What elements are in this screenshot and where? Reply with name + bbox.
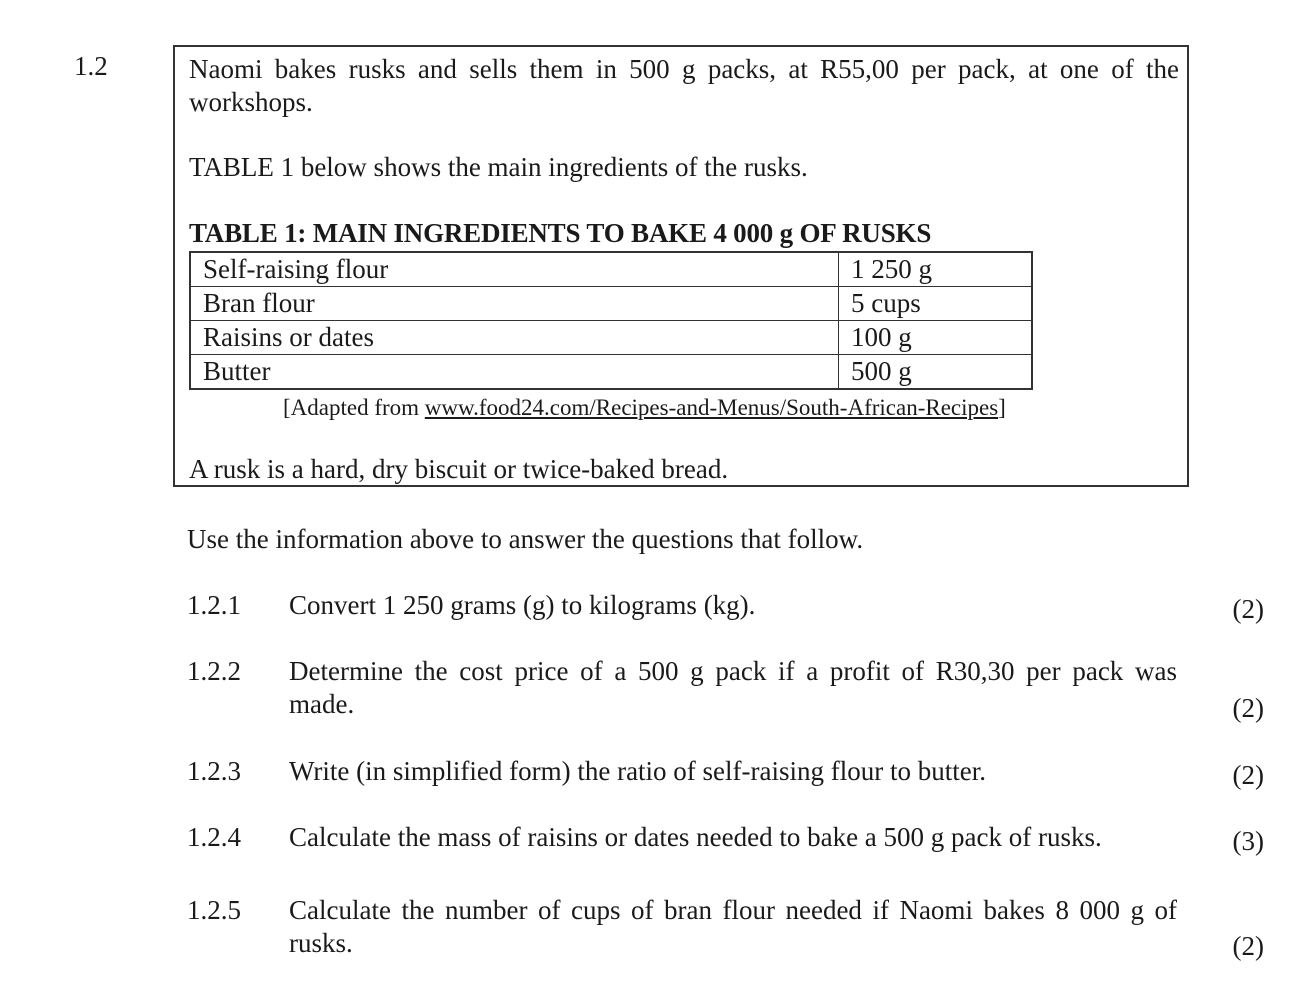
marks-label: (2) xyxy=(1232,693,1264,723)
sub-question-number: 1.2.3 xyxy=(187,756,241,786)
ingredient-cell: Butter xyxy=(190,355,839,390)
ingredient-cell: Bran flour xyxy=(190,287,839,321)
ingredient-cell: Raisins or dates xyxy=(190,321,839,355)
sub-question-text-line2: made. xyxy=(289,689,355,719)
marks-label: (2) xyxy=(1232,931,1264,961)
source-prefix: [Adapted from xyxy=(283,395,425,420)
intro-line-1: Naomi bakes rusks and sells them in 500 g packs, at R55,00 per pack, at one of the xyxy=(189,54,1179,84)
sub-question-number: 1.2.2 xyxy=(187,656,241,686)
sub-question xyxy=(187,821,1265,861)
ingredient-cell: Self-raising flour xyxy=(190,252,839,287)
sub-question-text-line1: Calculate the number of cups of bran flour needed if Naomi bakes 8 000 g of xyxy=(289,895,1177,925)
sub-question-text: Calculate the mass of raisins or dates needed to bake a 500 g pack of rusks. xyxy=(289,822,1102,852)
sub-question xyxy=(187,894,1265,964)
amount-cell: 5 cups xyxy=(839,287,1033,321)
source-url[interactable]: www.food24.com/Recipes-and-Menus/South-African-Recipes xyxy=(424,395,999,420)
table-row xyxy=(190,321,1032,355)
amount-cell: 500 g xyxy=(839,355,1033,390)
sub-question-text: Write (in simplified form) the ratio of self-raising flour to butter. xyxy=(289,756,986,786)
table-row xyxy=(190,287,1032,321)
sub-question xyxy=(187,755,1265,795)
sub-question-number: 1.2.4 xyxy=(187,822,241,852)
sub-question xyxy=(187,655,1265,725)
sub-question-number: 1.2.5 xyxy=(187,895,241,925)
sub-question-text-line1: Determine the cost price of a 500 g pack if a profit of R30,30 per pack was xyxy=(289,656,1177,686)
marks-label: (2) xyxy=(1232,594,1264,624)
sub-question-text-line2: rusks. xyxy=(289,928,353,958)
intro-line-2: workshops. xyxy=(189,87,313,117)
sub-question-text: Convert 1 250 grams (g) to kilograms (kg). xyxy=(289,590,756,620)
source-citation xyxy=(283,394,1006,422)
marks-label: (3) xyxy=(1232,826,1264,856)
table-title: TABLE 1: MAIN INGREDIENTS TO BAKE 4 000 g OF RUSKS xyxy=(189,218,932,248)
sub-question-number: 1.2.1 xyxy=(187,590,241,620)
table-intro: TABLE 1 below shows the main ingredients of the rusks. xyxy=(189,152,808,182)
table-row xyxy=(190,355,1032,390)
amount-cell: 100 g xyxy=(839,321,1033,355)
instruction-text: Use the information above to answer the questions that follow. xyxy=(187,524,864,554)
information-box xyxy=(173,45,1189,487)
rusk-definition: A rusk is a hard, dry biscuit or twice-baked bread. xyxy=(189,454,729,484)
marks-label: (2) xyxy=(1232,760,1264,790)
table-row xyxy=(190,252,1032,287)
question-number: 1.2 xyxy=(74,51,108,81)
amount-cell: 1 250 g xyxy=(839,252,1033,287)
source-suffix: ] xyxy=(998,395,1006,420)
ingredients-table xyxy=(189,251,1033,390)
sub-question xyxy=(187,589,1265,629)
